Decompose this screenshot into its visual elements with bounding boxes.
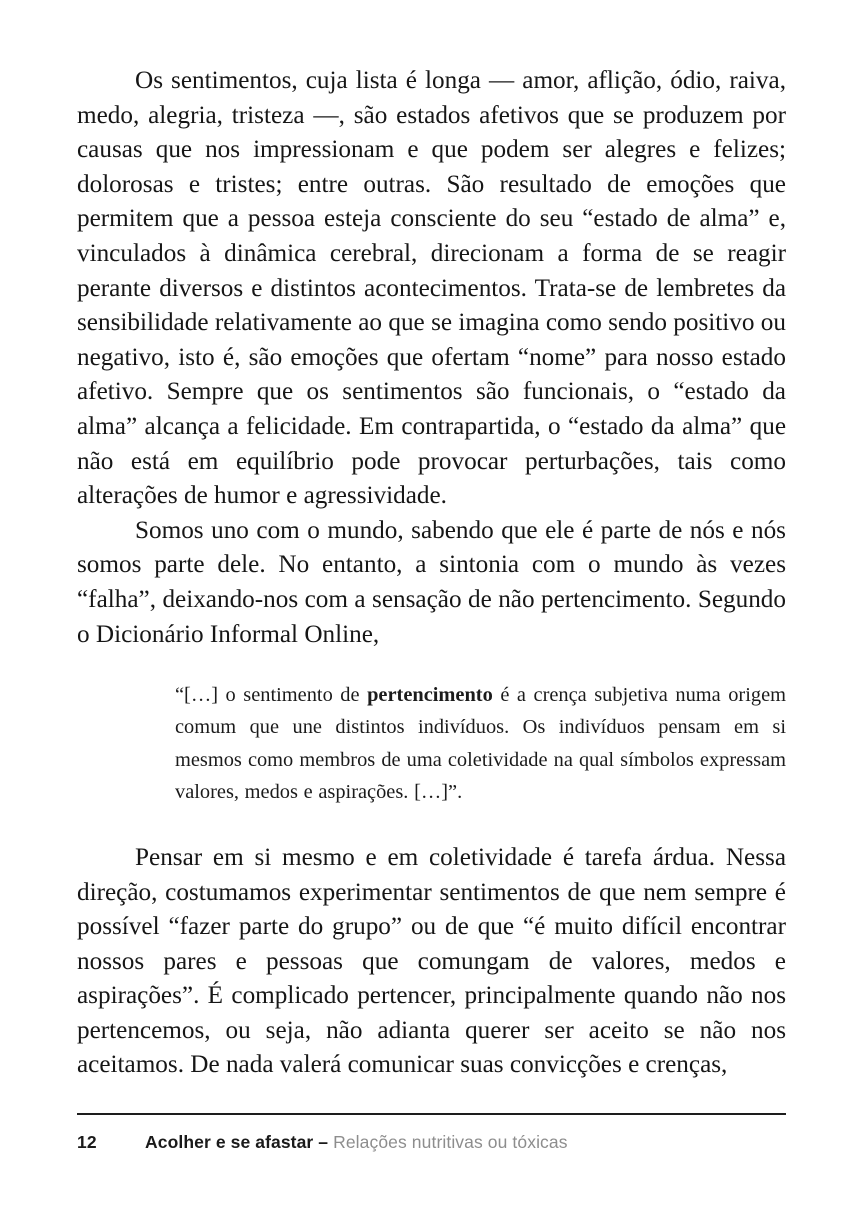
spacer-after-blockquote (77, 808, 786, 841)
text-column (77, 64, 786, 1083)
body-paragraph-2: Somos uno com o mundo, sabendo que ele é parte de nós e nós somos parte dele. No entanto, a sintonia com o mundo às vezes “falha”, deixando-nos com a sensação de não pertencimento. Segundo o Dicionário Informal Online, (77, 516, 786, 648)
body-paragraph-3: Pensar em si mesmo e em coletividade é tarefa árdua. Nessa direção, costumamos experimentar sentimentos de que nem sempre é possível “fazer parte do grupo” ou de que “é muito difícil encontrar nossos pares e pessoas que comungam de valores, medos e aspirações”. É complicado pertencer, principalmente quando não nos pertencemos, ou seja, não adianta querer ser aceito se não nos aceitamos. De nada valerá comunicar suas convicções e crenças, (77, 843, 786, 1079)
blockquote-text (175, 679, 786, 808)
footer-book-subtitle: Relações nutritivas ou tóxicas (333, 1132, 568, 1152)
footer-content (77, 1132, 786, 1153)
blockquote-emphasis-pertencimento: pertencimento (367, 684, 493, 707)
blockquote-lead: “[…] o sentimento de (175, 684, 368, 707)
page-footer (77, 1113, 786, 1153)
footer-book-title: Acolher e se afastar – (145, 1132, 334, 1152)
footer-divider (77, 1113, 786, 1115)
blockquote-dicionario-informal (175, 679, 786, 808)
footer-page-number: 12 (77, 1132, 97, 1152)
blockquote-rest: é a crença subjetiva numa origem comum que une distintos indivíduos. Os indivíduos pensam em si mesmos como membros de uma coletividade na qual símbolos expressam valores, medos e aspirações. […]”. (175, 684, 786, 803)
spacer-before-blockquote (77, 652, 786, 679)
body-paragraph-1: Os sentimentos, cuja lista é longa — amor, aflição, ódio, raiva, medo, alegria, tristeza —, são estados afetivos que se produzem por causas que nos impressionam e que podem ser alegres e felizes; dolorosas e tristes; entre outras. São resultado de emoções que permitem que a pessoa esteja consciente do seu “estado de alma” e, vinculados à dinâmica cerebral, direcionam a forma de se reagir perante diversos e distintos acontecimentos. Trata-se de lembretes da sensibilidade relativamente ao que se imagina como sendo positivo ou negativo, isto é, são emoções que ofertam “nome” para nosso estado afetivo. Sempre que os sentimentos são funcionais, o “estado da alma” alcança a felicidade. Em contrapartida, o “estado da alma” que não está em equilíbrio pode provocar perturbações, tais como alterações de humor e agressividade. (77, 67, 786, 510)
